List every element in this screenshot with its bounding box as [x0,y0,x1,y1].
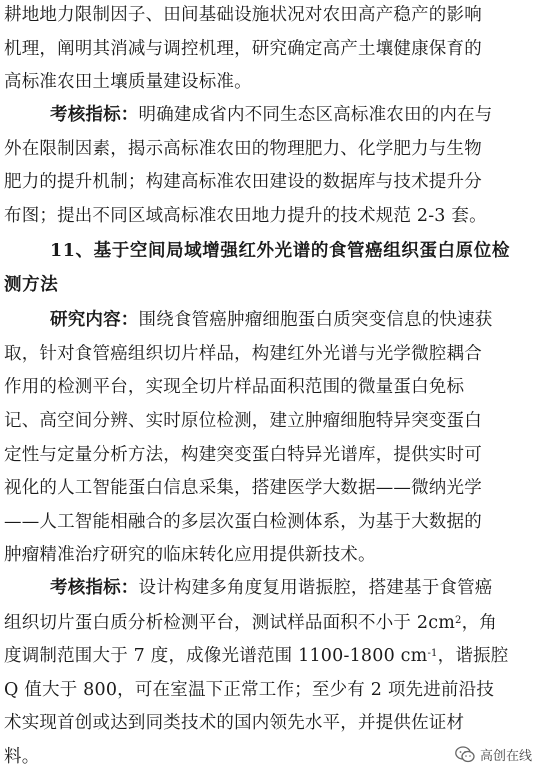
watermark [455,745,532,764]
text-line: 度调制范围大于 7 度，成像光谱范围 1100-1800 $cm^{-1}$，谐振腔 [4,646,509,666]
text-line: 术实现首创或达到同类技术的国内领先水平，并提供佐证材 [4,713,465,733]
section-heading: 测方法 [4,275,59,295]
text-line: 取，针对食管癌组织切片样品，构建红外光谱与光学微腔耦合 [4,344,482,364]
section-label: 研究内容： [50,310,139,330]
superscript: -1 [427,648,438,659]
text-line: Q 值大于 800，可在室温下正常工作；至少有 2 项先进前沿技 [4,680,495,700]
text-line: 考核指标：明确建成省内不同生态区高标准农田的内在与 [50,105,493,125]
text-line: 定性与定量分析方法，构建突变蛋白特异光谱库，提供实时可 [4,445,482,465]
text-line: 记、高空间分辨、实时原位检测，建立肿瘤细胞特异突变蛋白 [4,411,482,431]
wechat-icon [455,746,475,763]
superscript: 2 [455,615,462,626]
text-line: 料。 [4,747,40,767]
text-line: 耕地地力限制因子、田间基础设施状况对农田高产稳产的影响 [4,5,482,25]
text-line: 高标准农田土壤质量建设标准。 [4,72,252,92]
watermark-text: 高创在线 [479,749,532,764]
text-line: 研究内容：围绕食管癌肿瘤细胞蛋白质突变信息的快速获 [50,310,493,330]
text-line: 作用的检测平台，实现全切片样品面积范围的微量蛋白免标 [4,377,465,397]
text-line: ——人工智能相融合的多层次蛋白检测体系，为基于大数据的 [4,512,482,532]
section-heading: 11、基于空间局域增强红外光谱的食管癌组织蛋白原位检 [50,241,510,261]
section-label: 考核指标： [50,105,139,125]
text-line: 考核指标：设计构建多角度复用谐振腔，搭建基于食管癌 [50,578,493,598]
text-line: 视化的人工智能蛋白信息采集，搭建医学大数据——微纳光学 [4,478,482,498]
text-line: 机理，阐明其消减与调控机理，研究确定高产土壤健康保育的 [4,39,482,59]
text-line: 肥力的提升机制；构建高标准农田建设的数据库与技术提升分 [4,172,482,192]
section-label: 考核指标： [50,578,139,598]
text-line: 布图；提出不同区域高标准农田地力提升的技术规范 2-3 套。 [4,206,487,226]
text-line: 肿瘤精准治疗研究的临床转化应用提供新技术。 [4,545,376,565]
text-line: 组织切片蛋白质分析检测平台，测试样品面积不小于 $2cm^2$，角 [4,613,497,633]
text-line: 外在限制因素，揭示高标准农田的物理肥力、化学肥力与生物 [4,139,482,159]
